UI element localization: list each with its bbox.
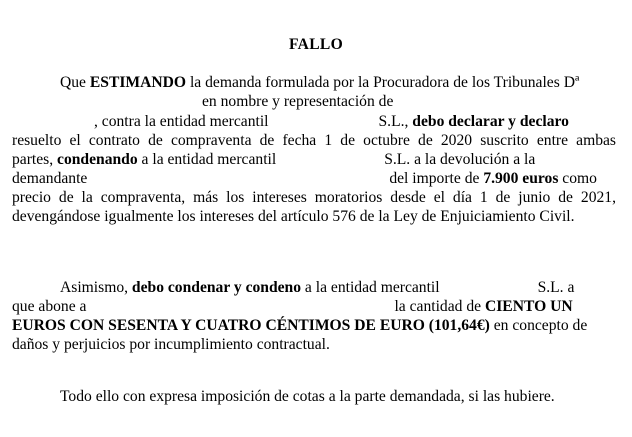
para1-line5: partes, condenando a la entidad mercantil S.L. a la devolución a la: [12, 151, 536, 168]
para1-line6: demandante del importe de 7.900 euros como: [12, 170, 597, 187]
para3-line1: Todo ello con expresa imposición de cotas a la parte demandada, si las hubiere.: [60, 388, 555, 405]
para1-line4: resuelto el contrato de compraventa de fecha 1 de octubre de 2020 suscrito entre ambas: [12, 132, 616, 149]
document-title: FALLO: [288, 36, 344, 53]
para1-line8: devengándose igualmente los intereses del artículo 576 de la Ley de Enjuiciamiento Civil.: [12, 208, 575, 225]
para1-line7: precio de la compraventa, más los intereses moratorios desde el día 1 de junio de 2021,: [12, 189, 616, 206]
para2-line3: EUROS CON SESENTA Y CUATRO CÉNTIMOS DE EURO (101,64€) en concepto de: [12, 317, 588, 334]
para2-line4: daños y perjuicios por incumplimiento contractual.: [12, 336, 330, 353]
para1-line3: , contra la entidad mercantil S.L., debo declarar y declaro: [94, 113, 569, 130]
para2-line2: que abone a la cantidad de CIENTO UN: [12, 298, 573, 315]
para1-line1: Que ESTIMANDO la demanda formulada por la Procuradora de los Tribunales Dª: [60, 74, 580, 91]
para1-line2: en nombre y representación de: [202, 93, 394, 110]
para2-line1: Asimismo, debo condenar y condeno a la entidad mercantil S.L. a: [60, 279, 575, 296]
